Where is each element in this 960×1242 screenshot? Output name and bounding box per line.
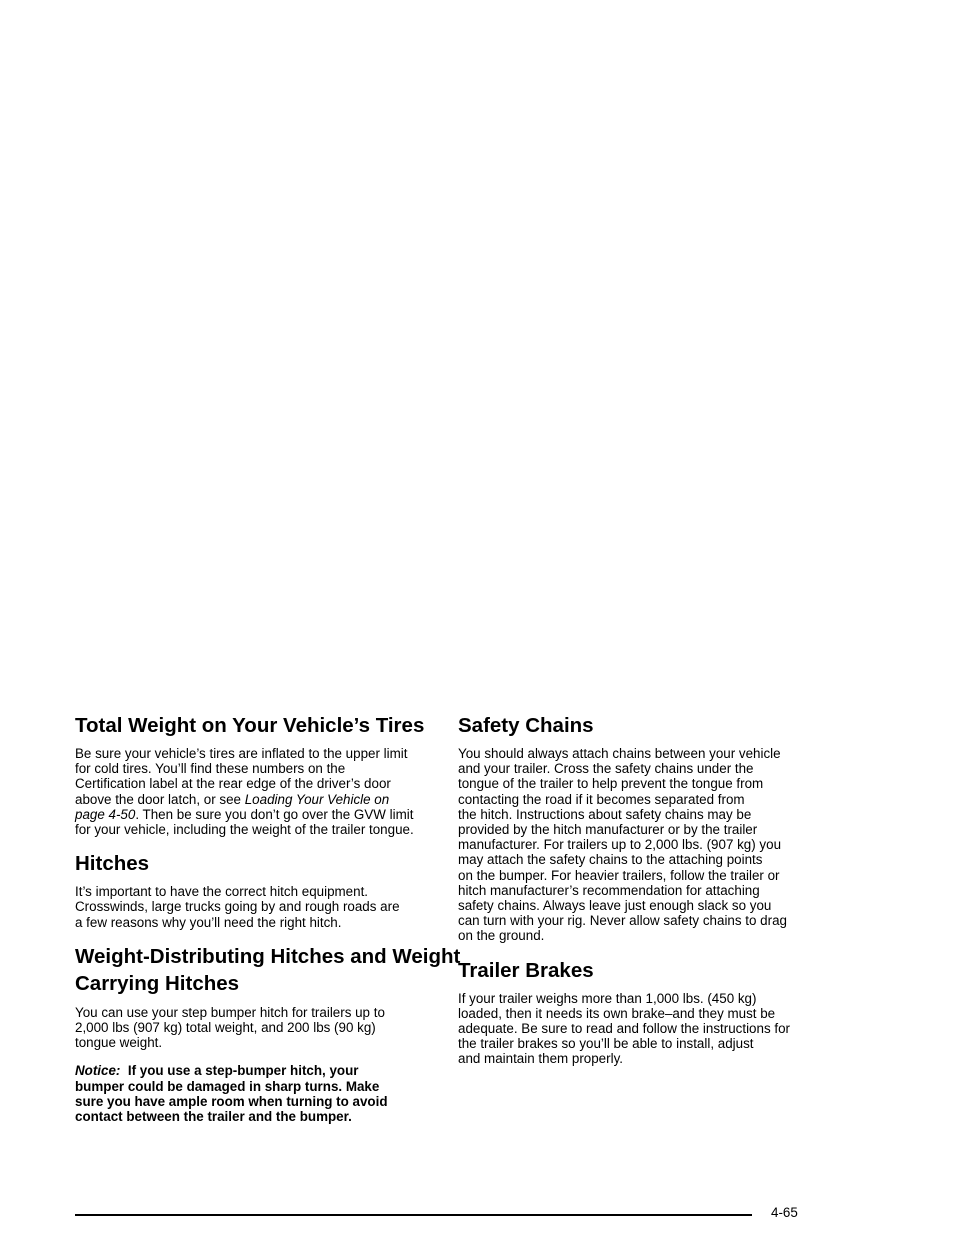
text-line: the trailer brakes so you’ll be able to install, adjust: [458, 1036, 754, 1052]
paragraph-safety-chains: [458, 746, 830, 944]
text-line: tongue of the trailer to help prevent the tongue from: [458, 776, 764, 792]
text-line: and your trailer. Cross the safety chains under the: [458, 761, 754, 777]
text-line: tongue weight.: [75, 1035, 163, 1051]
cross-reference-link[interactable]: page 4-50: [75, 806, 136, 822]
text-line: loaded, then it needs its own brake–and they must be: [458, 1005, 776, 1021]
paragraph-trailer-brakes: [458, 991, 830, 1067]
notice-text: contact between the trailer and the bumper.: [75, 1109, 352, 1125]
footer-rule: [75, 1214, 752, 1216]
text-line: can turn with your rig. Never allow safety chains to drag: [458, 913, 787, 929]
text-line: provided by the hitch manufacturer or by the trailer: [458, 822, 758, 838]
section-trailer-brakes: [458, 957, 830, 1067]
text-line: 2,000 lbs (907 kg) total weight, and 200 lbs (90 kg): [75, 1020, 376, 1036]
text-line: may attach the safety chains to the attaching points: [458, 852, 763, 868]
heading-line: Carrying Hitches: [75, 972, 240, 996]
text-line: You should always attach chains between your vehicle: [458, 746, 781, 761]
text-line: [75, 792, 445, 807]
notice-text: sure you have ample room when turning to avoid: [75, 1093, 388, 1109]
heading-hitches: Hitches: [75, 852, 150, 876]
heading-line: Weight-Distributing Hitches and Weight: [75, 944, 461, 968]
text-line: Certification label at the rear edge of the driver’s door: [75, 776, 391, 792]
cross-reference-link[interactable]: Loading Your Vehicle on: [244, 791, 390, 807]
notice-text: If you use a step-bumper hitch, your: [127, 1063, 359, 1079]
text-line: You can use your step bumper hitch for trailers up to: [75, 1004, 385, 1020]
text-line: manufacturer. For trailers up to 2,000 lbs. (907 kg) you: [458, 837, 782, 853]
text-line: [75, 807, 445, 822]
text-line: adequate. Be sure to read and follow the instructions for: [458, 1021, 790, 1037]
paragraph-total-weight: [75, 746, 445, 837]
text-line: for cold tires. You’ll find these numbers on the: [75, 761, 346, 777]
text-line: If your trailer weighs more than 1,000 lbs. (450 kg): [458, 990, 757, 1006]
text-line: on the ground.: [458, 928, 545, 944]
page-number: 4-65: [771, 1205, 798, 1220]
text-line: a few reasons why you’ll need the right hitch.: [75, 914, 342, 930]
text-segment: . Then be sure you don’t go over the GVW limit: [135, 806, 414, 822]
text-line: and maintain them properly.: [458, 1051, 623, 1067]
notice-label: Notice:: [75, 1063, 121, 1079]
left-column: [75, 712, 461, 1137]
heading-total-weight: Total Weight on Your Vehicle’s Tires: [75, 714, 425, 737]
right-column: [458, 712, 830, 1080]
paragraph-hitches: [75, 884, 445, 930]
text-line: hitch manufacturer’s recommendation for attaching: [458, 882, 760, 898]
text-line: the hitch. Instructions about safety chains may be: [458, 806, 752, 822]
text-line: [75, 1063, 445, 1078]
text-line: safety chains. Always leave just enough slack so you: [458, 898, 772, 914]
text-line: Be sure your vehicle’s tires are inflated to the upper limit: [75, 746, 408, 761]
text-line: contacting the road if it becomes separated from: [458, 791, 745, 807]
heading-safety-chains: Safety Chains: [458, 714, 594, 737]
heading-trailer-brakes: Trailer Brakes: [458, 958, 594, 982]
text-line: It’s important to have the correct hitch equipment.: [75, 884, 369, 900]
text-line: Crosswinds, large trucks going by and rough roads are: [75, 899, 400, 915]
heading-weight-distributing-hitches: [75, 943, 461, 998]
section-total-weight: [75, 712, 445, 837]
section-weight-distributing-hitches: [75, 943, 461, 1125]
notice-text: bumper could be damaged in sharp turns. Make: [75, 1078, 380, 1094]
text-segment: above the door latch, or see: [75, 791, 245, 807]
section-hitches: [75, 850, 445, 930]
notice-paragraph: [75, 1063, 445, 1124]
text-line: on the bumper. For heavier trailers, follow the trailer or: [458, 867, 780, 883]
paragraph-step-bumper: [75, 1005, 445, 1051]
section-safety-chains: [458, 712, 830, 944]
text-line: for your vehicle, including the weight of the trailer tongue.: [75, 822, 414, 838]
